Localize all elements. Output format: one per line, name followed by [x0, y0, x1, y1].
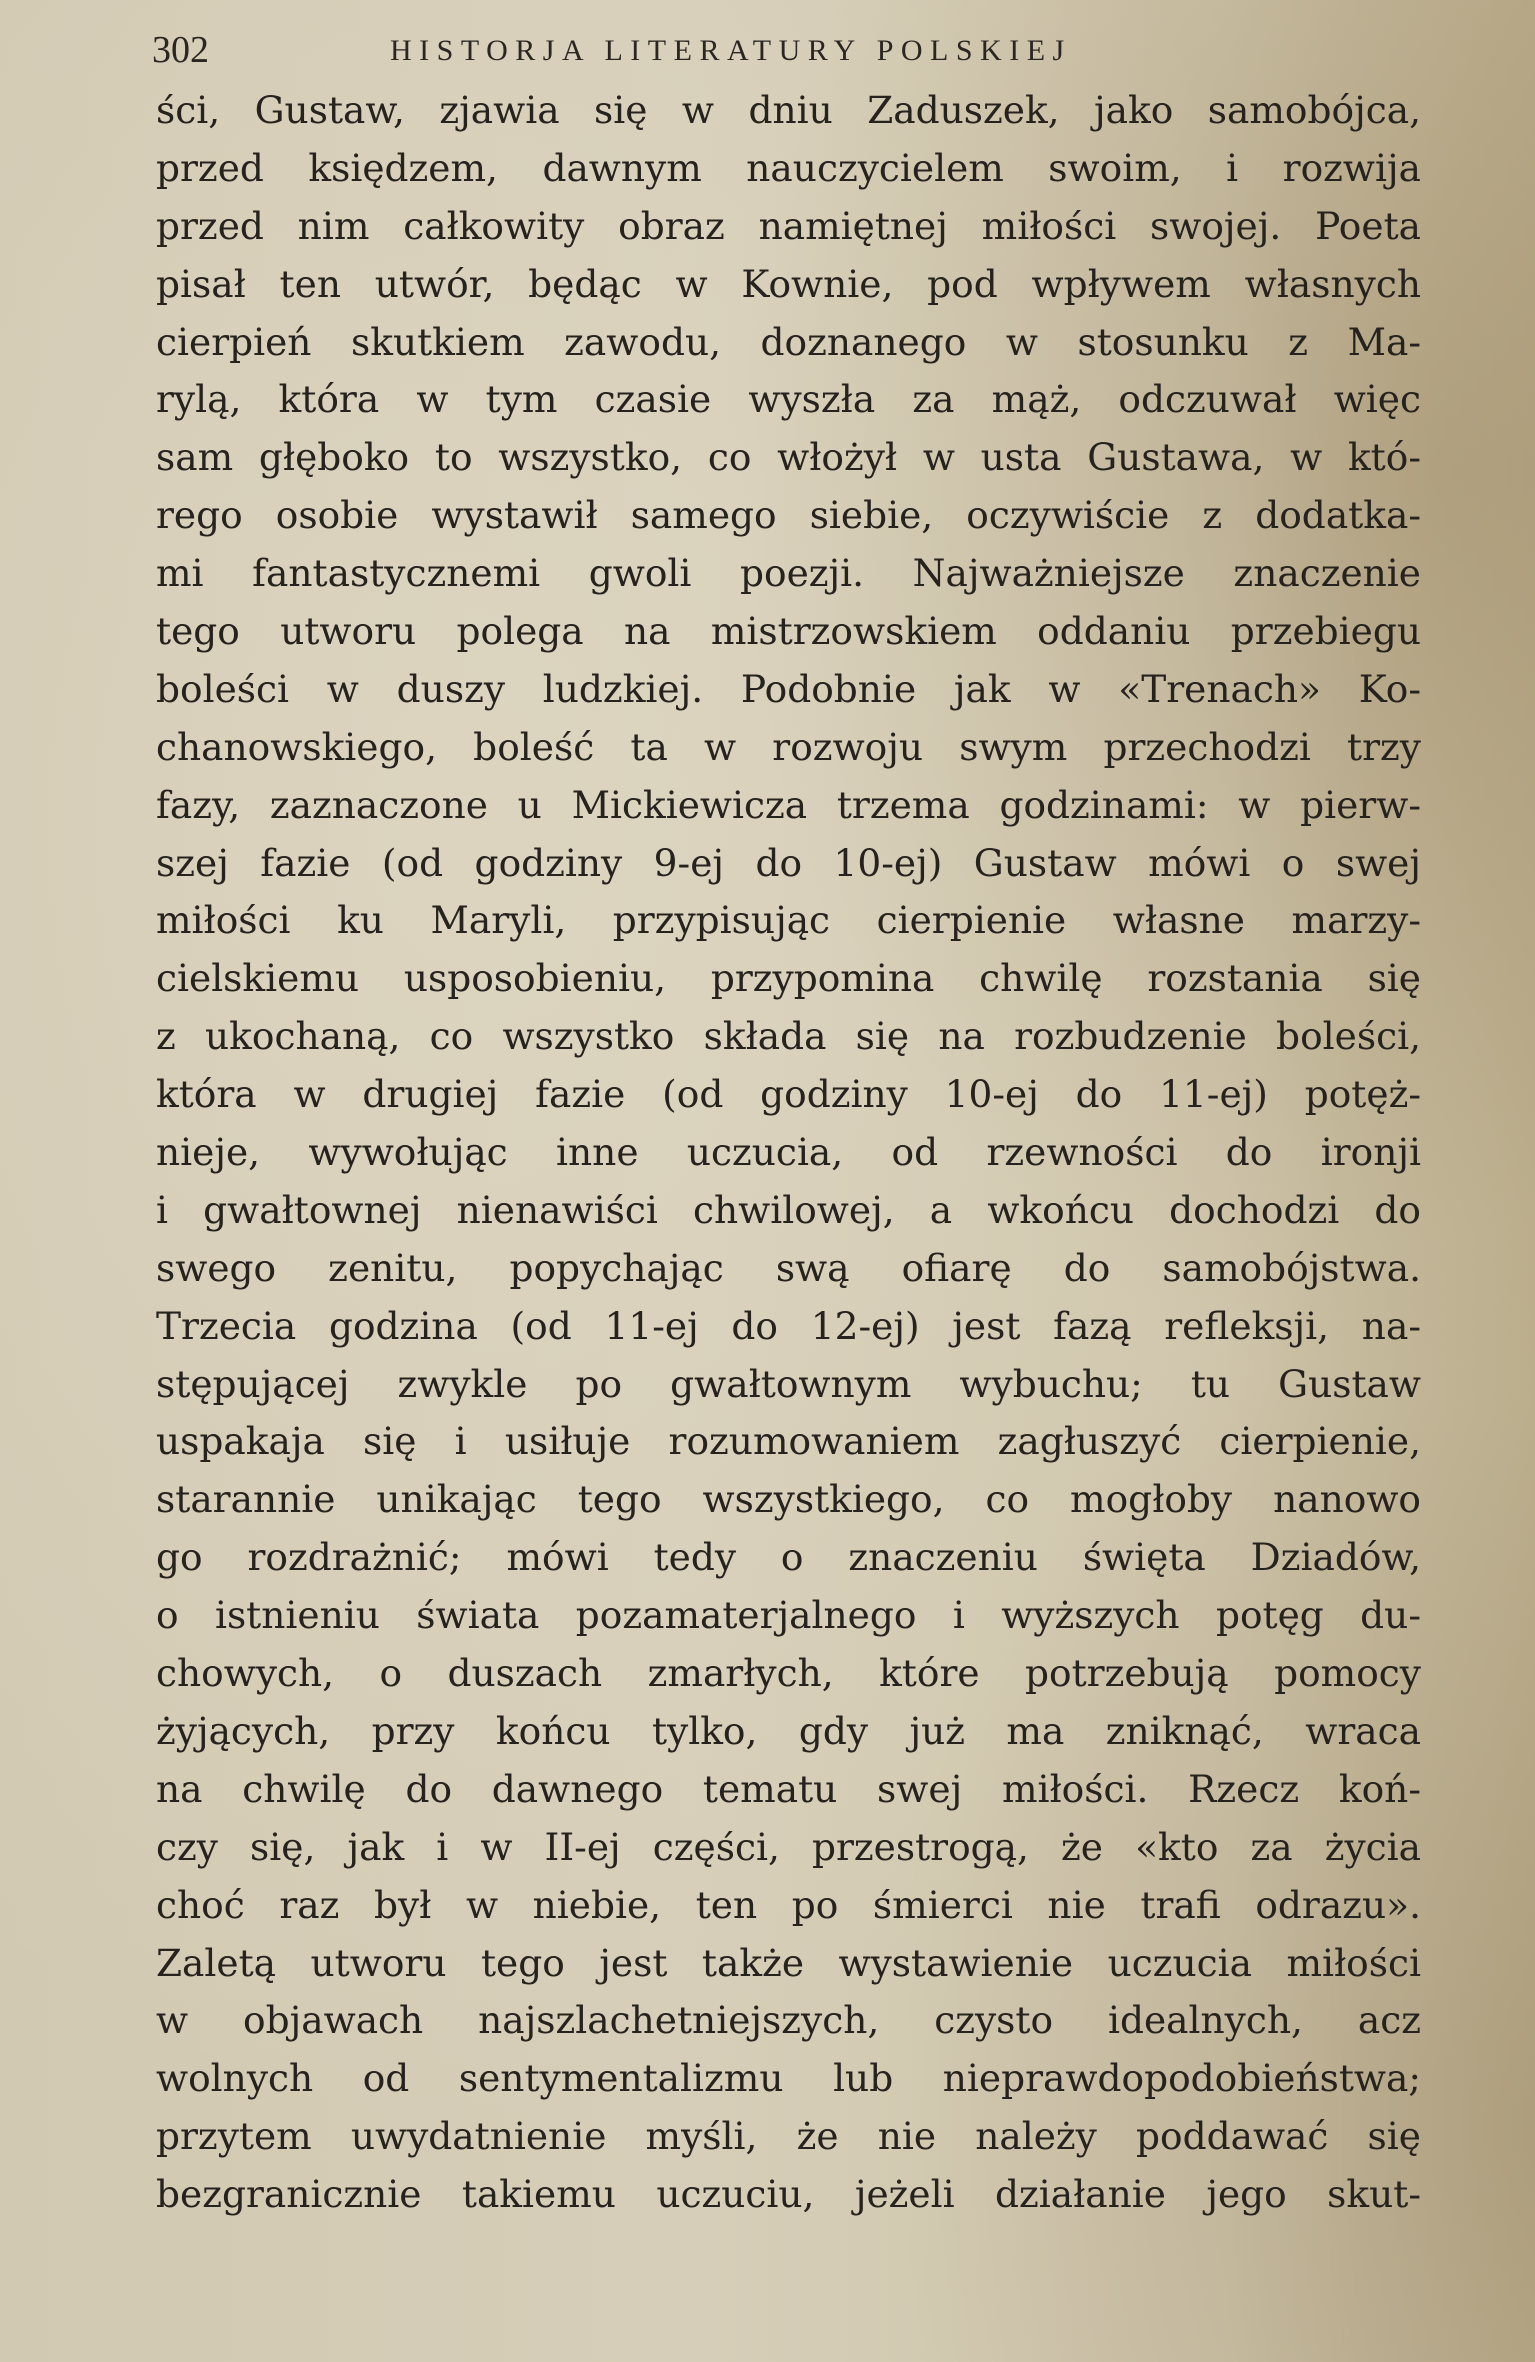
text-line: go rozdrażnić; mówi tedy o znaczeniu święta Dziadów, [156, 1535, 1421, 1580]
text-line: choć raz był w niebie, ten po śmierci nie trafi odrazu». [156, 1882, 1421, 1927]
running-title: HISTORJA LITERATURY POLSKIEJ [390, 34, 1072, 67]
text-line: cielskiemu usposobieniu, przypomina chwilę rozstania się [156, 956, 1421, 1001]
text-line: swego zenitu, popychając swą ofiarę do samobójstwa. [156, 1245, 1421, 1290]
text-line: tego utworu polega na mistrzowskiem oddaniu przebiegu [156, 609, 1421, 654]
text-line: szej fazie (od godziny 9-ej do 10-ej) Gustaw mówi o swej [156, 840, 1421, 885]
text-line: i gwałtownej nienawiści chwilowej, a wkońcu dochodzi do [156, 1187, 1421, 1232]
text-line: cierpień skutkiem zawodu, doznanego w stosunku z Ma- [156, 319, 1421, 364]
text-line: Zaletą utworu tego jest także wystawienie uczucia miłości [156, 1940, 1421, 1985]
text-line: przytem uwydatnienie myśli, że nie należy poddawać się [156, 2114, 1421, 2159]
text-line: sam głęboko to wszystko, co włożył w usta Gustawa, w któ- [156, 435, 1421, 480]
text-line: przed księdzem, dawnym nauczycielem swoim, i rozwija [156, 145, 1421, 190]
text-line: rego osobie wystawił samego siebie, oczywiście z dodatka- [156, 493, 1421, 538]
text-line: bezgranicznie takiemu uczuciu, jeżeli działanie jego skut- [156, 2172, 1421, 2217]
text-line: o istnieniu świata pozamaterjalnego i wyższych potęg du- [156, 1593, 1421, 1638]
text-line: boleści w duszy ludzkiej. Podobnie jak w «Trenach» Ko- [156, 666, 1421, 711]
text-line: żyjących, przy końcu tylko, gdy już ma zniknąć, wraca [156, 1708, 1421, 1753]
running-head [152, 20, 1402, 70]
text-line: czy się, jak i w II-ej części, przestrogą, że «kto za życia [156, 1824, 1421, 1869]
text-line: na chwilę do dawnego tematu swej miłości. Rzecz koń- [156, 1766, 1421, 1811]
text-line: uspakaja się i usiłuje rozumowaniem zagłuszyć cierpienie, [156, 1419, 1421, 1464]
text-line: z ukochaną, co wszystko składa się na rozbudzenie boleści, [156, 1014, 1421, 1059]
text-line: Trzecia godzina (od 11-ej do 12-ej) jest fazą refleksji, na- [156, 1303, 1421, 1348]
text-line: wolnych od sentymentalizmu lub nieprawdopodobieństwa; [156, 2056, 1421, 2101]
text-line: nieje, wywołując inne uczucia, od rzewności do ironji [156, 1130, 1421, 1175]
text-line: która w drugiej fazie (od godziny 10-ej do 11-ej) potęż- [156, 1072, 1421, 1117]
page-number: 302 [152, 29, 209, 71]
text-line: fazy, zaznaczone u Mickiewicza trzema godzinami: w pierw- [156, 782, 1421, 827]
text-line: chowych, o duszach zmarłych, które potrzebują pomocy [156, 1651, 1421, 1696]
text-line: starannie unikając tego wszystkiego, co mogłoby nanowo [156, 1477, 1421, 1522]
text-line: stępującej zwykle po gwałtownym wybuchu; tu Gustaw [156, 1361, 1421, 1406]
text-line: chanowskiego, boleść ta w rozwoju swym przechodzi trzy [156, 724, 1421, 769]
text-line: miłości ku Maryli, przypisując cierpienie własne marzy- [156, 898, 1421, 943]
text-line: rylą, która w tym czasie wyszła za mąż, odczuwał więc [156, 377, 1421, 422]
body-text [156, 82, 1421, 2224]
text-line: pisał ten utwór, będąc w Kownie, pod wpływem własnych [156, 261, 1421, 306]
text-line: przed nim całkowity obraz namiętnej miłości swojej. Poeta [156, 203, 1421, 248]
text-line: ści, Gustaw, zjawia się w dniu Zaduszek, jako samobójca, [156, 88, 1421, 132]
text-line: w objawach najszlachetniejszych, czysto idealnych, acz [156, 1998, 1421, 2043]
text-line: mi fantastycznemi gwoli poezji. Najważniejsze znaczenie [156, 551, 1421, 596]
